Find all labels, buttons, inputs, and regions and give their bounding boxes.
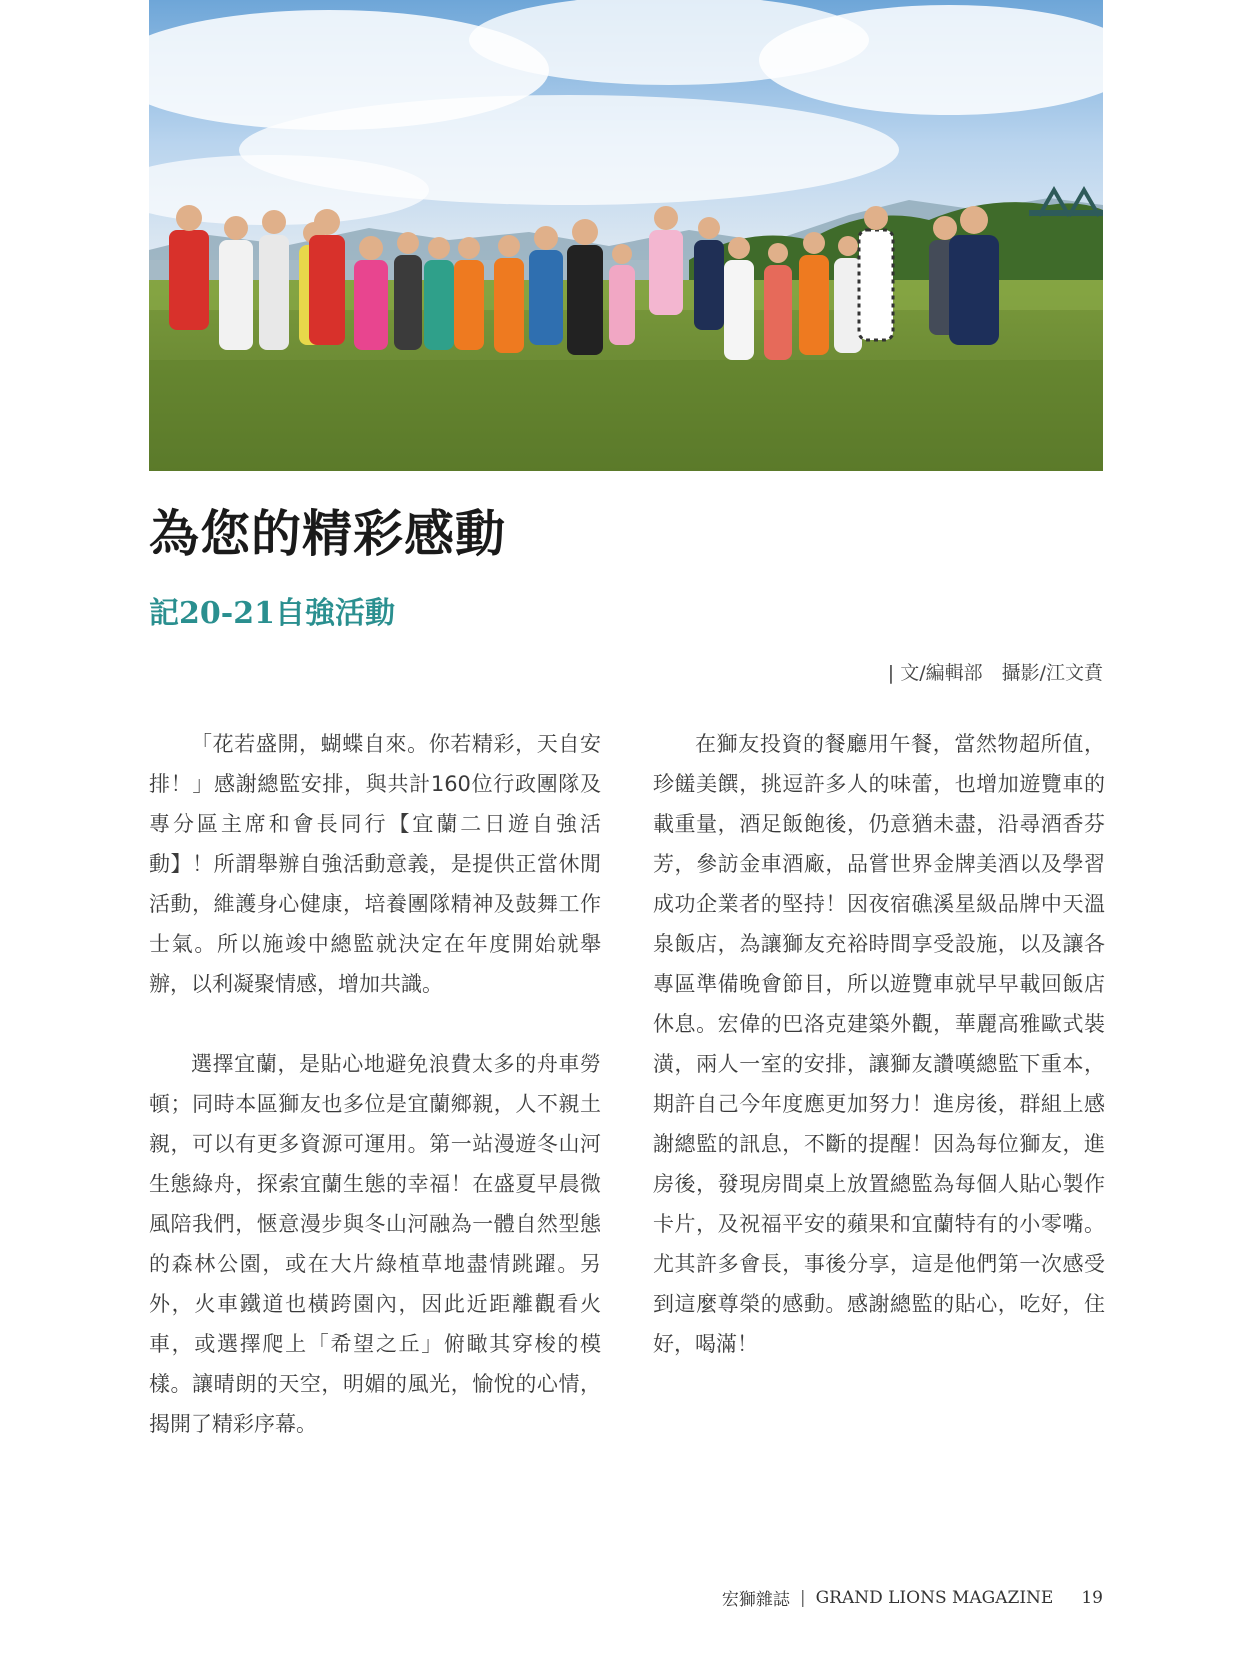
page-footer [722, 1585, 1103, 1610]
magazine-name-en: GRAND LIONS MAGAZINE [815, 1587, 1054, 1608]
page-number: 19 [1081, 1587, 1103, 1608]
footer-separator: | [799, 1587, 806, 1608]
group-jumping-photo [149, 0, 1103, 471]
article-title: 為您的精彩感動 [149, 504, 506, 563]
body-column-left [149, 724, 601, 1484]
magazine-name-zh: 宏獅雜誌 [721, 1590, 790, 1610]
article-subtitle: 記20-21自強活動 [149, 596, 395, 631]
article-credit: | 文/編輯部 攝影/江文賁 [887, 662, 1103, 684]
paragraph: 在獅友投資的餐廳用午餐，當然物超所值，珍饈美饌，挑逗許多人的味蕾，也增加遊覽車的載重量，酒足飯飽後，仍意猶未盡，沿尋酒香芬芳，參訪金車酒廠，品嘗世界金牌美酒以及學習成功企業者的堅持！因夜宿礁溪星級品牌中天溫泉飯店，為讓獅友充裕時間享受設施，以及讓各專區準備晚會節目，所以遊覽車就早早載回飯店休息。宏偉的巴洛克建築外觀，華麗高雅歐式裝潢，兩人一室的安排，讓獅友讚嘆總監下重本，期許自己今年度應更加努力！進房後，群組上感謝總監的訊息，不斷的提醒！因為每位獅友，進房後，發現房間桌上放置總監為每個人貼心製作卡片，及祝福平安的蘋果和宜蘭特有的小零嘴。尤其許多會長，事後分享，這是他們第一次感受到這麼尊榮的感動。感謝總監的貼心，吃好，住好，喝滿！ [653, 732, 1105, 1356]
paragraph: 「花若盛開，蝴蝶自來。你若精彩，天自安排！」感謝總監安排，與共計160位行政團隊及專分區主席和會長同行【宜蘭二日遊自強活動】！所謂舉辦自強活動意義，是提供正當休閒活動，維護身心健康，培養團隊精神及鼓舞工作士氣。所以施竣中總監就決定在年度開始就舉辦，以利凝聚情感，增加共識。 [149, 732, 601, 996]
body-column-right [653, 724, 1105, 1404]
hero-photo [149, 0, 1103, 471]
paragraph: 選擇宜蘭，是貼心地避免浪費太多的舟車勞頓；同時本區獅友也多位是宜蘭鄉親，人不親土親，可以有更多資源可運用。第一站漫遊冬山河生態綠舟，探索宜蘭生態的幸福！在盛夏早晨微風陪我們，愜意漫步與冬山河融為一體自然型態的森林公園，或在大片綠植草地盡情跳躍。另外，火車鐵道也橫跨園內，因此近距離觀看火車，或選擇爬上「希望之丘」俯瞰其穿梭的模樣。讓晴朗的天空，明媚的風光，愉悅的心情，揭開了精彩序幕。 [149, 1052, 601, 1436]
